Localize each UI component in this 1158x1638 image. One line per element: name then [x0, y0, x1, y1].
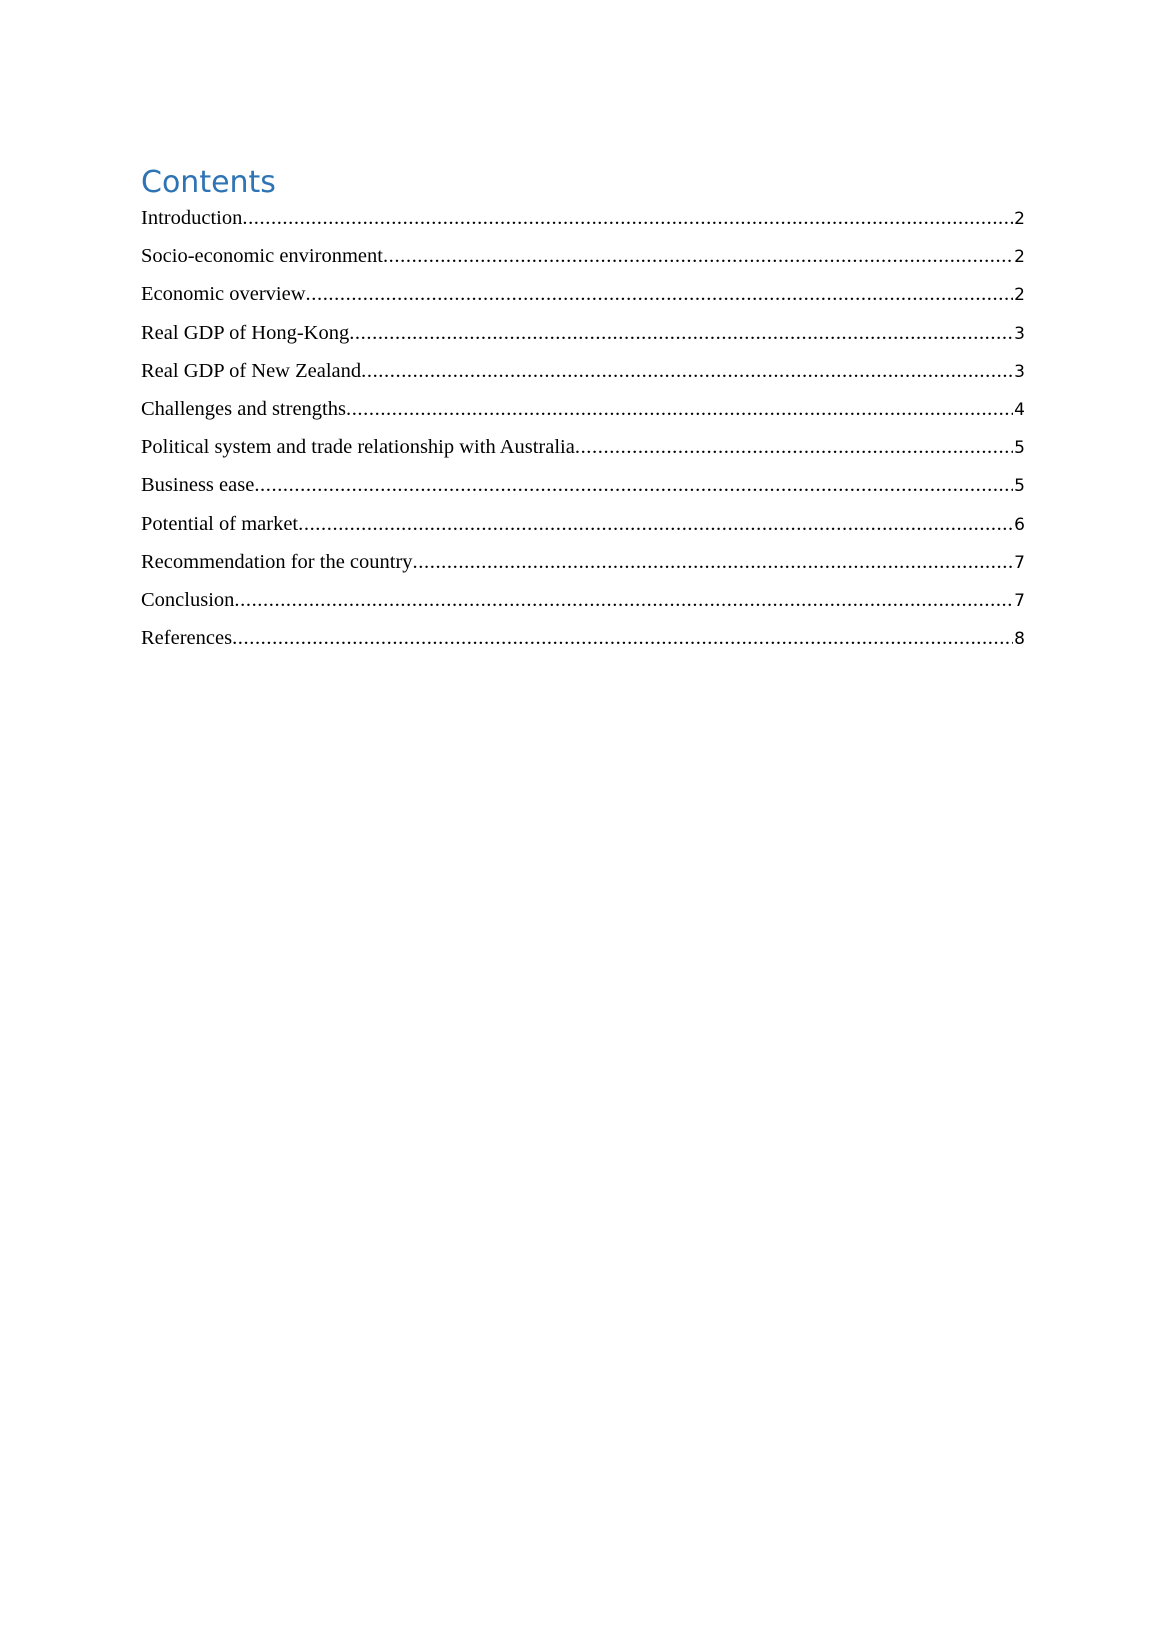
toc-leader-dots [298, 512, 1013, 536]
toc-entry-title: Introduction [141, 207, 243, 229]
toc-entry[interactable] [141, 473, 1025, 511]
toc-entry[interactable] [141, 550, 1025, 588]
toc-leader-dots [242, 206, 1013, 230]
toc-entry[interactable] [141, 626, 1025, 664]
table-of-contents [141, 158, 1025, 664]
toc-entry[interactable] [141, 435, 1025, 473]
toc-entry-title: Business ease [141, 474, 255, 497]
toc-entry-page: 2 [1014, 209, 1025, 229]
toc-entry-title: Political system and trade relationship with Australia [141, 436, 575, 459]
toc-entry-page: 6 [1014, 514, 1025, 535]
toc-entry-page: 3 [1014, 361, 1025, 382]
toc-entry-title: Challenges and strengths [141, 397, 346, 420]
toc-list [141, 206, 1025, 664]
toc-leader-dots [413, 550, 1014, 574]
toc-entry[interactable] [141, 512, 1025, 550]
toc-entry-page: 5 [1014, 476, 1025, 497]
toc-entry[interactable] [141, 588, 1025, 626]
toc-entry-page: 5 [1014, 438, 1025, 459]
toc-entry-page: 4 [1014, 399, 1025, 420]
toc-leader-dots [349, 321, 1013, 345]
toc-entry[interactable] [141, 359, 1025, 397]
toc-heading: Contents [141, 165, 276, 200]
toc-entry-page: 7 [1014, 552, 1025, 573]
toc-entry-title: Recommendation for the country [141, 550, 413, 573]
toc-entry[interactable] [141, 397, 1025, 435]
toc-entry-page: 8 [1014, 629, 1025, 650]
toc-leader-dots [346, 397, 1013, 421]
toc-leader-dots [306, 282, 1014, 306]
toc-entry[interactable] [141, 321, 1025, 359]
toc-leader-dots [383, 244, 1013, 268]
toc-entry[interactable] [141, 244, 1025, 282]
toc-entry-title: Potential of market [141, 512, 299, 535]
toc-entry-title: Real GDP of New Zealand [141, 359, 362, 382]
toc-entry[interactable] [141, 282, 1025, 320]
toc-entry-page: 2 [1014, 285, 1025, 306]
toc-leader-dots [575, 435, 1013, 459]
toc-entry-title: Economic overview [141, 283, 306, 306]
toc-entry-title: Real GDP of Hong-Kong [141, 321, 350, 344]
toc-entry-page: 7 [1014, 590, 1025, 611]
toc-entry-page: 3 [1014, 323, 1025, 344]
toc-entry-title: Conclusion [141, 588, 235, 611]
toc-entry-title: Socio-economic environment [141, 245, 383, 268]
toc-entry-title: References [141, 627, 233, 650]
toc-entry-page: 2 [1014, 247, 1025, 268]
toc-entry[interactable] [141, 206, 1025, 244]
toc-leader-dots [234, 588, 1013, 612]
toc-leader-dots [254, 473, 1013, 497]
toc-leader-dots [361, 359, 1013, 383]
toc-leader-dots [232, 626, 1013, 650]
